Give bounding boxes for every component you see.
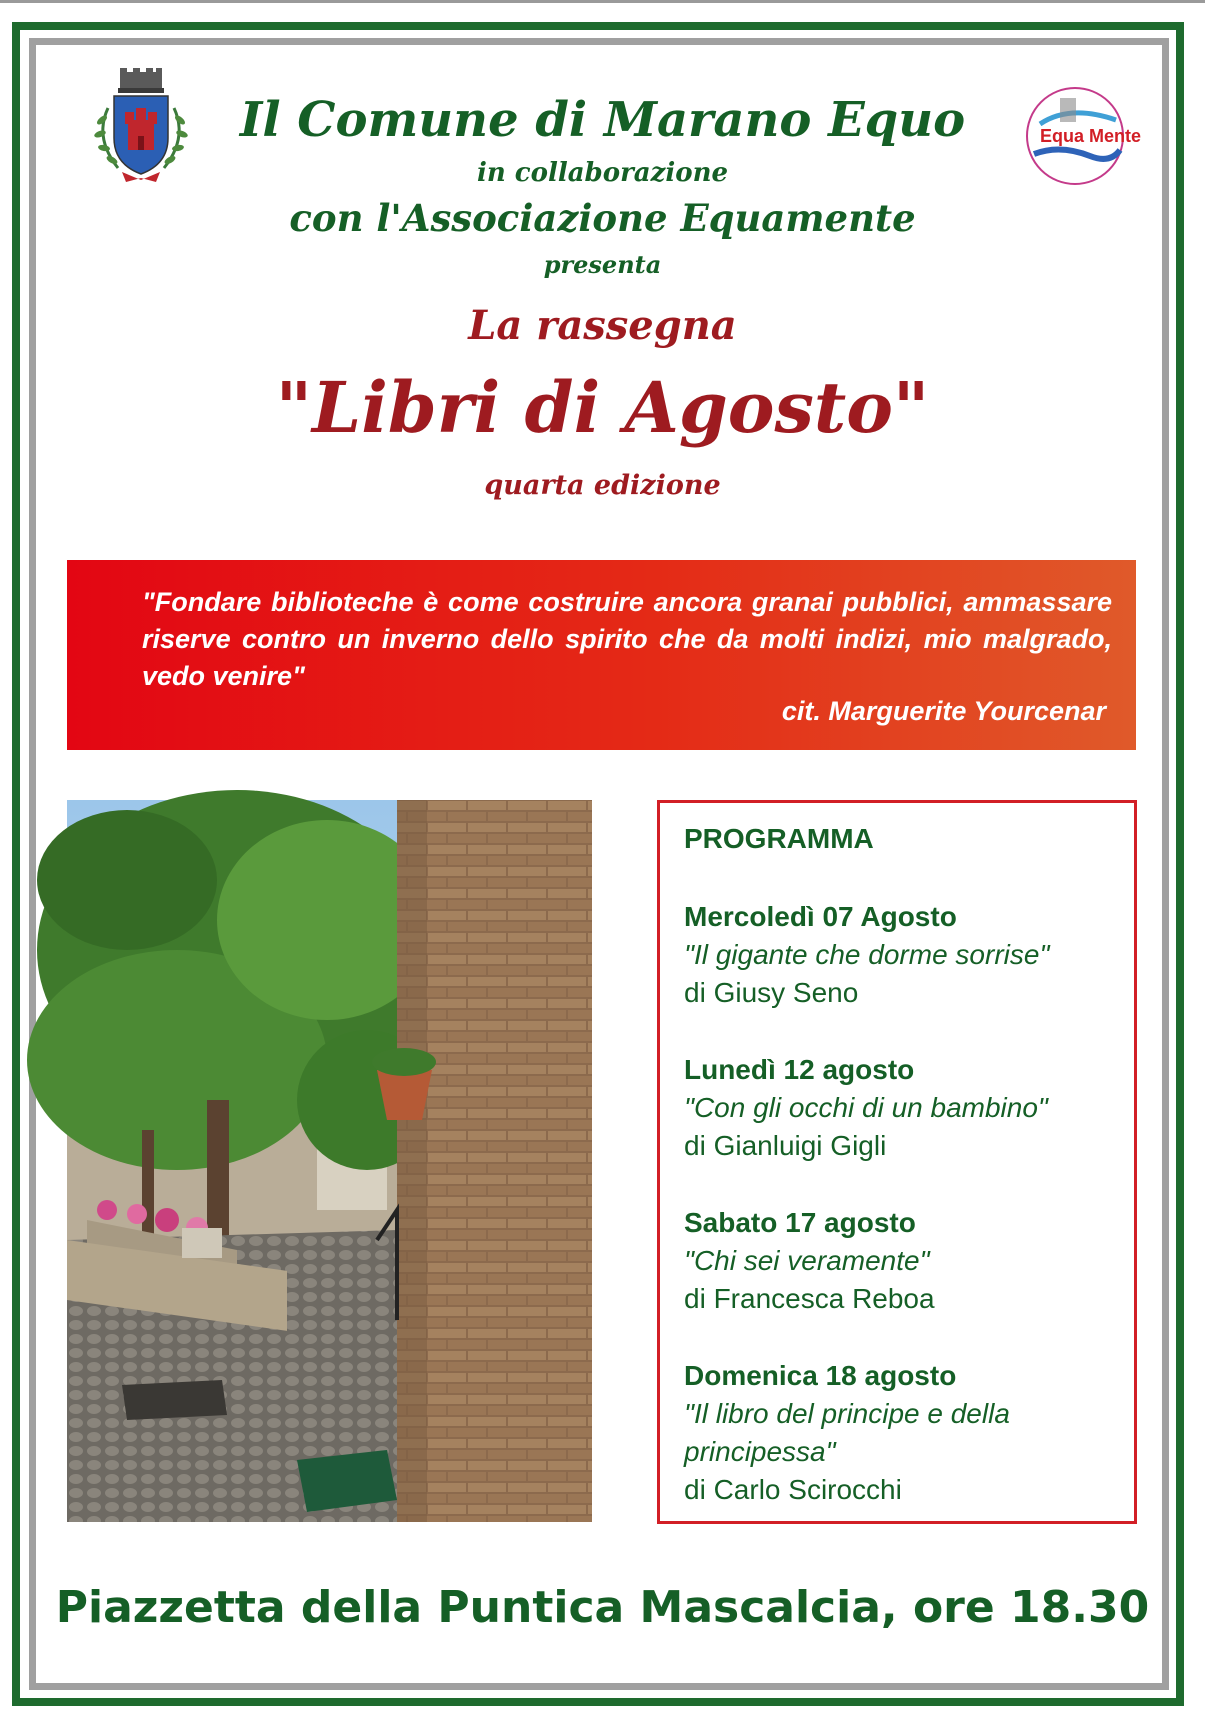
program-event	[684, 1357, 1124, 1509]
equamente-logo-text: Equa Mente	[1040, 126, 1142, 146]
program-event	[684, 1051, 1124, 1165]
event-date: Lunedì 12 agosto	[684, 1054, 915, 1085]
event-author: di Francesca Reboa	[684, 1283, 935, 1314]
event-date: Domenica 18 agosto	[684, 1360, 957, 1391]
header-municipality: Il Comune di Marano Equo	[239, 92, 966, 148]
quote-text: "Fondare biblioteche è come costruire ancora granai pubblici, ammassare riserve contro un inverno dello spirito che da molti indizi, mio malgrado, vedo venire"	[142, 587, 1112, 691]
title-main: "Libri di Agosto"	[275, 366, 930, 449]
event-author: di Gianluigi Gigli	[684, 1130, 887, 1161]
equamente-logo-icon	[1020, 84, 1142, 188]
program-event	[684, 1204, 1124, 1318]
top-divider	[0, 0, 1205, 3]
program-box	[657, 800, 1137, 1524]
title-pre: La rassegna	[468, 302, 737, 349]
event-book: "Il gigante che dorme sorrise"	[684, 939, 1050, 970]
program-title: PROGRAMMA	[684, 823, 874, 854]
event-author: di Giusy Seno	[684, 977, 859, 1008]
quote-citation: cit. Marguerite Yourcenar	[781, 696, 1106, 726]
street-photo	[67, 800, 592, 1522]
event-date: Mercoledì 07 Agosto	[684, 901, 957, 932]
event-author: di Carlo Scirocchi	[684, 1474, 902, 1505]
event-date: Sabato 17 agosto	[684, 1207, 916, 1238]
event-book: "Chi sei veramente"	[684, 1245, 930, 1276]
event-book: "Il libro del principe e della principessa"	[684, 1398, 1010, 1467]
quote-box	[67, 560, 1136, 750]
header-presents: presenta	[543, 250, 662, 279]
title-edition: quarta edizione	[484, 470, 721, 501]
event-book: "Con gli occhi di un bambino"	[684, 1092, 1048, 1123]
header-association: con l'Associazione Equamente	[289, 196, 916, 240]
event-location: Piazzetta della Puntica Mascalcia, ore 18.30	[55, 1582, 1150, 1633]
program-event	[684, 898, 1124, 1012]
header-collaboration: in collaborazione	[476, 158, 729, 188]
